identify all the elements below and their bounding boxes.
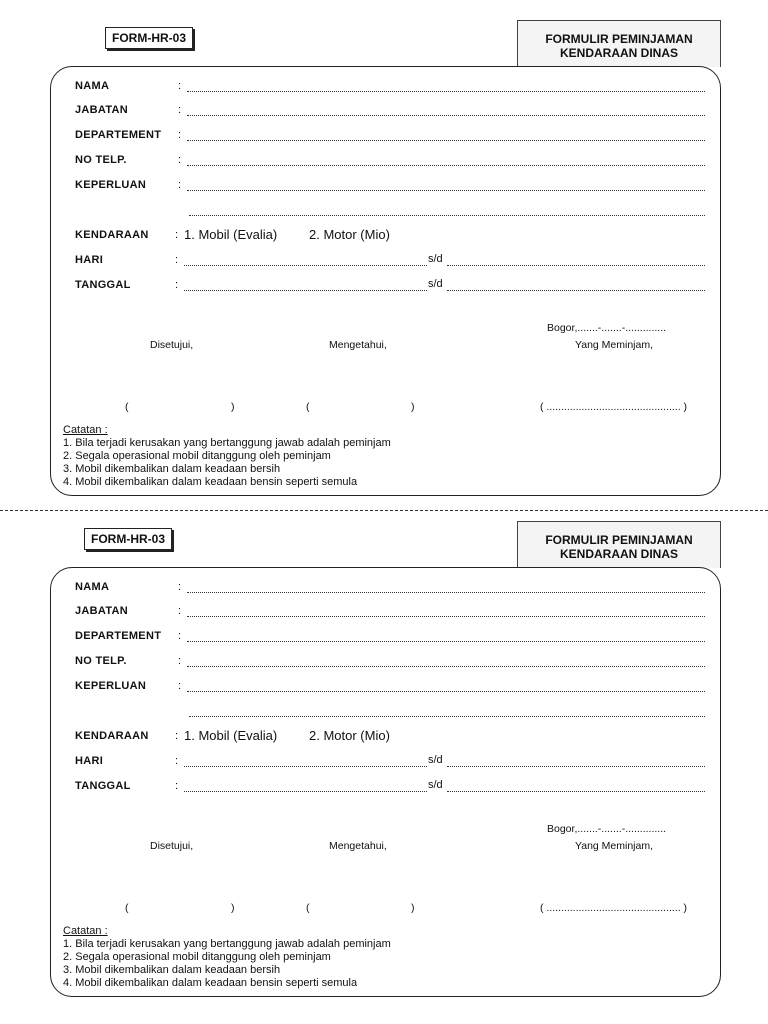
colon: : — [178, 680, 182, 692]
borrower-name-field[interactable]: ( .............................................. ) — [540, 401, 688, 413]
range-separator: s/d — [428, 278, 443, 290]
hari-from-field[interactable] — [184, 765, 427, 767]
colon: : — [175, 780, 179, 792]
signature-yang-meminjam: Yang Meminjam, — [575, 840, 654, 852]
colon: : — [175, 254, 179, 266]
colon: : — [178, 630, 182, 642]
signature-yang-meminjam: Yang Meminjam, — [575, 339, 654, 351]
nama-field[interactable] — [187, 90, 705, 92]
catatan-heading: Catatan : — [63, 424, 108, 436]
paren-open: ( — [306, 902, 310, 914]
keperluan-field[interactable] — [187, 690, 705, 692]
colon: : — [178, 179, 182, 191]
jabatan-field[interactable] — [187, 615, 705, 617]
label-jabatan: JABATAN — [75, 104, 129, 116]
paren-close: ) — [231, 902, 235, 914]
colon: : — [178, 104, 182, 116]
label-departement: DEPARTEMENT — [75, 630, 162, 642]
form-title-line1: FORMULIR PEMINJAMAN — [545, 533, 693, 547]
paren-open: ( — [125, 401, 129, 413]
tanggal-from-field[interactable] — [184, 790, 427, 792]
hari-to-field[interactable] — [447, 264, 705, 266]
catatan-item: 1. Bila terjadi kerusakan yang bertanggung jawab adalah peminjam — [63, 938, 391, 950]
nama-field[interactable] — [187, 591, 705, 593]
tanggal-to-field[interactable] — [447, 289, 705, 291]
form-title-line1: FORMULIR PEMINJAMAN — [545, 32, 693, 46]
form-code: FORM-HR-03 — [84, 528, 172, 550]
catatan-item: 1. Bila terjadi kerusakan yang bertanggung jawab adalah peminjam — [63, 437, 391, 449]
paren-open: ( — [306, 401, 310, 413]
catatan-heading: Catatan : — [63, 925, 108, 937]
range-separator: s/d — [428, 754, 443, 766]
label-keperluan: KEPERLUAN — [75, 179, 147, 191]
hari-from-field[interactable] — [184, 264, 427, 266]
signature-mengetahui: Mengetahui, — [329, 339, 387, 351]
colon: : — [178, 80, 182, 92]
departement-field[interactable] — [187, 640, 705, 642]
label-tanggal: TANGGAL — [75, 279, 131, 291]
borrower-name-field[interactable]: ( .............................................. ) — [540, 902, 688, 914]
colon: : — [178, 154, 182, 166]
range-separator: s/d — [428, 253, 443, 265]
catatan-item: 3. Mobil dikembalikan dalam keadaan bersih — [63, 964, 281, 976]
catatan-item: 3. Mobil dikembalikan dalam keadaan bersih — [63, 463, 281, 475]
catatan-item: 2. Segala operasional mobil ditanggung oleh peminjam — [63, 450, 331, 462]
colon: : — [178, 129, 182, 141]
colon: : — [175, 730, 179, 742]
colon: : — [175, 755, 179, 767]
label-no-telp: NO TELP. — [75, 655, 127, 667]
catatan-item: 4. Mobil dikembalikan dalam keadaan bensin seperti semula — [63, 476, 358, 488]
paren-close: ) — [411, 902, 415, 914]
jabatan-field[interactable] — [187, 114, 705, 116]
form-copy-top — [0, 0, 768, 500]
keperluan-field[interactable] — [187, 189, 705, 191]
paren-open: ( — [125, 902, 129, 914]
colon: : — [178, 581, 182, 593]
no-telp-field[interactable] — [187, 665, 705, 667]
label-departement: DEPARTEMENT — [75, 129, 162, 141]
form-copy-bottom — [0, 501, 768, 1001]
kendaraan-option-mobil[interactable]: 1. Mobil (Evalia) — [184, 227, 278, 242]
label-kendaraan: KENDARAAN — [75, 229, 149, 241]
form-title-line2: KENDARAAN DINAS — [559, 547, 678, 561]
no-telp-field[interactable] — [187, 164, 705, 166]
place-date: Bogor,.......-.......-.............. — [547, 823, 667, 835]
label-jabatan: JABATAN — [75, 605, 129, 617]
paren-close: ) — [231, 401, 235, 413]
form-title-line2: KENDARAAN DINAS — [559, 46, 678, 60]
catatan-item: 2. Segala operasional mobil ditanggung oleh peminjam — [63, 951, 331, 963]
range-separator: s/d — [428, 779, 443, 791]
hari-to-field[interactable] — [447, 765, 705, 767]
kendaraan-option-motor[interactable]: 2. Motor (Mio) — [309, 227, 390, 242]
tanggal-from-field[interactable] — [184, 289, 427, 291]
place-date: Bogor,.......-.......-.............. — [547, 322, 667, 334]
signature-disetujui: Disetujui, — [150, 840, 194, 852]
label-tanggal: TANGGAL — [75, 780, 131, 792]
label-hari: HARI — [75, 254, 104, 266]
form-code: FORM-HR-03 — [105, 27, 193, 49]
label-keperluan: KEPERLUAN — [75, 680, 147, 692]
colon: : — [178, 605, 182, 617]
form-title — [517, 521, 721, 568]
colon: : — [178, 655, 182, 667]
keperluan-field-line2[interactable] — [189, 214, 705, 216]
kendaraan-option-motor[interactable]: 2. Motor (Mio) — [309, 728, 390, 743]
colon: : — [175, 279, 179, 291]
label-kendaraan: KENDARAAN — [75, 730, 149, 742]
colon: : — [175, 229, 179, 241]
signature-mengetahui: Mengetahui, — [329, 840, 387, 852]
form-title — [517, 20, 721, 67]
label-hari: HARI — [75, 755, 104, 767]
label-nama: NAMA — [75, 80, 110, 92]
signature-disetujui: Disetujui, — [150, 339, 194, 351]
catatan-item: 4. Mobil dikembalikan dalam keadaan bensin seperti semula — [63, 977, 358, 989]
kendaraan-option-mobil[interactable]: 1. Mobil (Evalia) — [184, 728, 278, 743]
tanggal-to-field[interactable] — [447, 790, 705, 792]
paren-close: ) — [411, 401, 415, 413]
label-no-telp: NO TELP. — [75, 154, 127, 166]
departement-field[interactable] — [187, 139, 705, 141]
keperluan-field-line2[interactable] — [189, 715, 705, 717]
label-nama: NAMA — [75, 581, 110, 593]
